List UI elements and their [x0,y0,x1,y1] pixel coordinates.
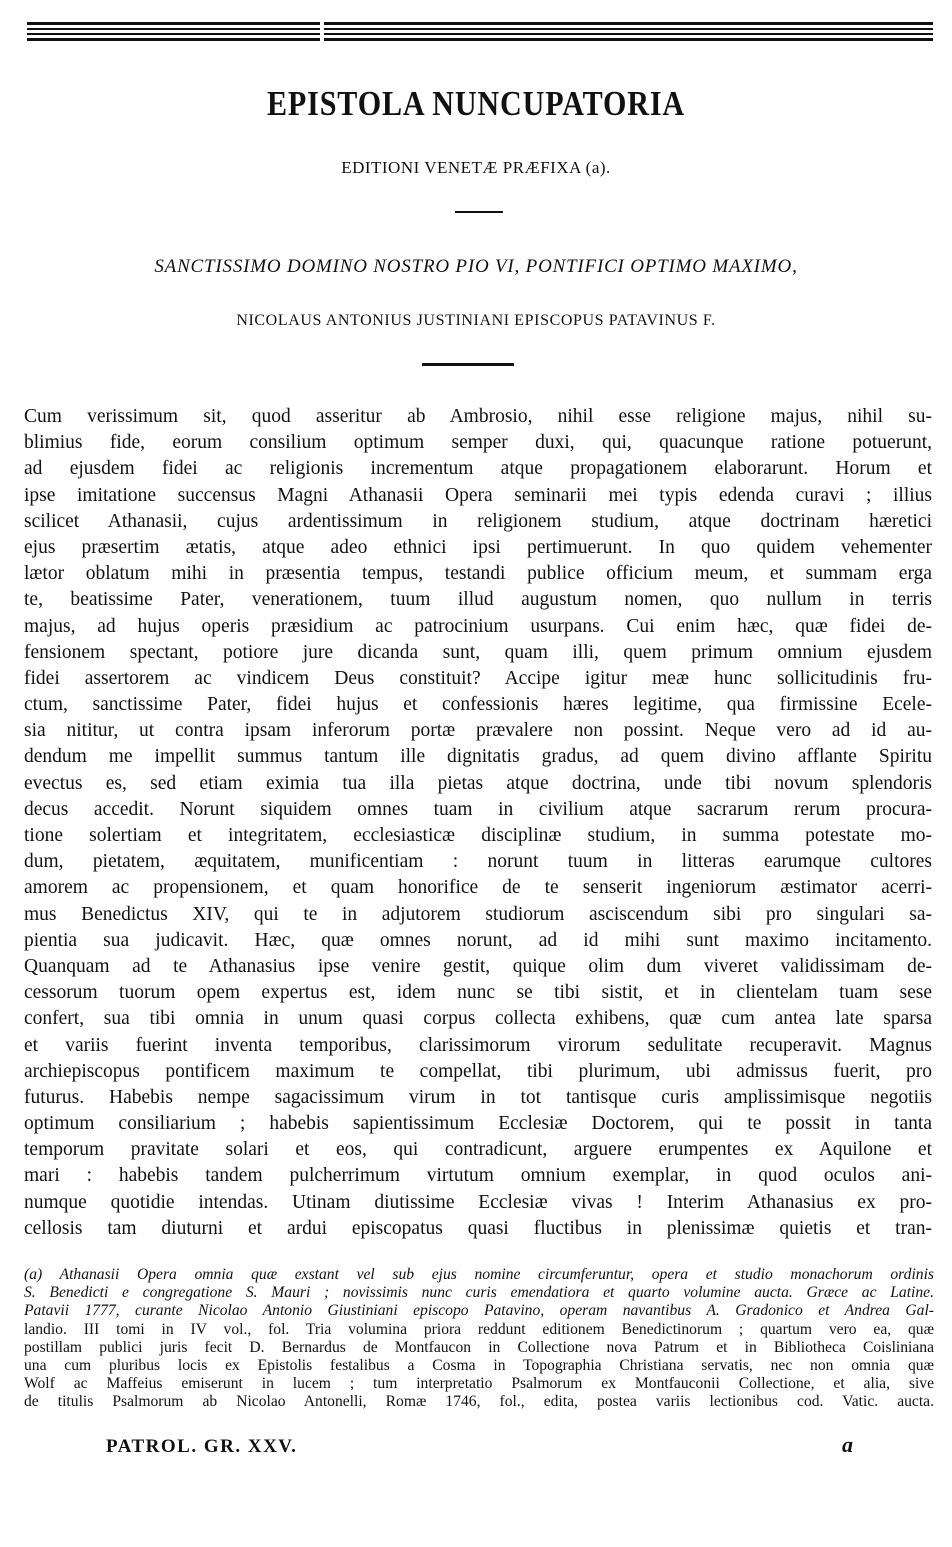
main-text [24,404,932,1242]
divider-thick [422,363,514,366]
text-line: scilicet Athanasii, cujus ardentissimum in religionem studium, atque doctrinam hæretici [24,510,932,532]
footnote-line: Patavii 1777, curante Nicolao Antonio Giustiniani episcopo Patavino, operam navantibus A. Gradonico et Andrea Gal- [24,1302,934,1320]
footnote-line: postillam publici juris fecit D. Bernardus de Montfaucon in Collectione nova Patrum et in Bibliotheca Coisliniana [24,1338,934,1356]
text-line: cellosis tam diuturni et ardui episcopatus quasi fluctibus in plenissimæ quietis et tran- [24,1217,932,1239]
footnote-line: landio. III tomi in IV vol., fol. Tria volumina priora reddunt editionem Benedictinorum ; quartum vero ea, quæ [24,1320,934,1338]
footnote-line: Wolf ac Maffeius emiserunt in lucem ; tum interpretatio Psalmorum ex Montfauconii Collectione, et alia, sive [24,1375,934,1393]
text-line: dendum me impellit summus tantum ille dignitatis gradus, ad quem divino afflante Spiritu [24,746,932,768]
dedication-line: SANCTISSIMO DOMINO NOSTRO PIO VI, PONTIFICI OPTIMO MAXIMO, [154,256,798,277]
text-line: decus accedit. Norunt siquidem omnes tuam in civilium atque sacrarum rerum procura- [24,798,932,820]
text-line: numque quotidie intendas. Utinam diutissime Ecclesiæ vivas ! Interim Athanasius ex pro- [24,1191,932,1213]
author-line: NICOLAUS ANTONIUS JUSTINIANI EPISCOPUS PATAVINUS F. [236,312,716,329]
text-line: blimius fide, eorum consilium optimum semper duxi, qui, quacunque ratione potuerunt, [24,432,932,454]
text-line: te, beatissime Pater, venerationem, tuum illud augustum nomen, quo nullum in terris [24,589,932,611]
text-line: Quanquam ad te Athanasius ipse venire gestit, quique olim dum viveret validissimam de- [24,955,932,977]
text-line: Cum verissimum sit, quod asseritur ab Ambrosio, nihil esse religione majus, nihil su- [24,406,932,427]
footnote-line: (a) Athanasii Opera omnia quæ exstant vel sub ejus nomine circumferuntur, opera et studio monachorum ordinis [24,1266,934,1283]
footnote-line: una cum pluribus locis ex Epistolis festalibus a Cosma in Topographia Christiana servatis, nec non omnia quæ [24,1356,934,1374]
page-title: EPISTOLA NUNCUPATORIA [266,84,686,123]
text-line: fensionem spectant, potiore jure dicanda sunt, quam illi, quem primum omnium ejusdem [24,641,932,663]
footnote-line: de titulis Psalmorum ab Nicolao Antonelli, Romæ 1746, fol., edita, postea variis lectionibus cod. Vatic. aucta. [24,1393,934,1411]
text-line: confert, sua tibi omnia in unum quasi corpus collecta exhibens, quæ cum antea late sparsa [24,1008,932,1030]
text-line: ipse imitatione succensus Magni Athanasii Opera seminarii mei typis edenda curavi ; illius [24,484,932,506]
text-line: et variis fuerint inventa temporibus, clarissimorum virorum sedulitate recuperavit. Magnus [24,1034,932,1056]
divider-short [455,211,503,213]
text-line: archiepiscopus pontificem maximum te compellat, tibi plurimum, ubi admissus fuerit, pro [24,1060,932,1082]
footnote [24,1266,934,1412]
footer-volume-signature: PATROL. GR. XXV. [106,1436,298,1457]
text-line: dum, pietatem, æquitatem, munificentiam : norunt tuum in litteras earumque cultores [24,851,932,873]
text-line: majus, ad hujus operis præsidium ac patrocinium usurpans. Cui enim hæc, quæ fidei de- [24,615,932,637]
text-line: ctum, sanctissime Pater, fidei hujus et confessionis hæres legitime, qua firmissine Ecele- [24,694,932,716]
text-line: amorem ac propensionem, et quam honorifice de te senserit ingeniorum æstimator acerri- [24,877,932,899]
text-line: ejus præsertim ætatis, atque adeo ethnici ipsi pertimuerunt. In quo quidem vehementer [24,536,932,558]
text-line: fidei assertorem ac vindicem Deus constituit? Accipe igitur meæ hunc sollicitudinis fru- [24,667,932,689]
footer-sheet-mark: a [842,1432,853,1457]
top-double-rule [27,22,933,42]
page-subtitle: EDITIONI VENETÆ PRÆFIXA (a). [341,158,611,177]
text-line: mari : habebis tandem pulcherrimum virtutum omnium exemplar, in quod oculos ani- [24,1165,932,1187]
text-line: evectus es, sed etiam eximia tua illa pietas atque doctrina, unde tibi novum splendoris [24,772,932,794]
text-line: tione solertiam et integritatem, ecclesiasticæ disciplinæ studium, in summa potestate mo- [24,825,932,846]
text-line: sia nititur, ut contra ipsam inferorum portæ prævalere non possint. Neque vero ad id au- [24,720,932,742]
text-line: lætor oblatum mihi in præsentia tempus, testandi publice officium meum, et summam erga [24,563,932,585]
text-line: temporum pravitate solari et eos, qui contradicunt, arguere erumpentes ex Aquilone et [24,1139,932,1161]
text-line: cessorum tuorum opem expertus est, idem nunc se tibi sistit, et in clientelam tuam sese [24,982,932,1004]
text-line: pientia sua judicavit. Hæc, quæ omnes norunt, ad id mihi sunt maximo incitamento. [24,929,932,951]
footnote-line: S. Benedicti e congregatione S. Mauri ; novissimis nunc curis emendatiora et quarto volumine aucta. Græce ac Latine. [24,1284,934,1302]
text-line: ad ejusdem fidei ac religionis incrementum atque propagationem elaborarunt. Horum et [24,458,932,480]
text-line: futurus. Habebis nempe sagacissimum virum in tot tantisque curis amplissimisque negotiis [24,1086,932,1108]
text-line: optimum consiliarium ; habebis sapientissimum Ecclesiæ Doctorem, qui te possit in tanta [24,1113,932,1135]
text-line: mus Benedictus XIV, qui te in adjutorem studiorum asciscendum sibi pro singulari sa- [24,903,932,925]
